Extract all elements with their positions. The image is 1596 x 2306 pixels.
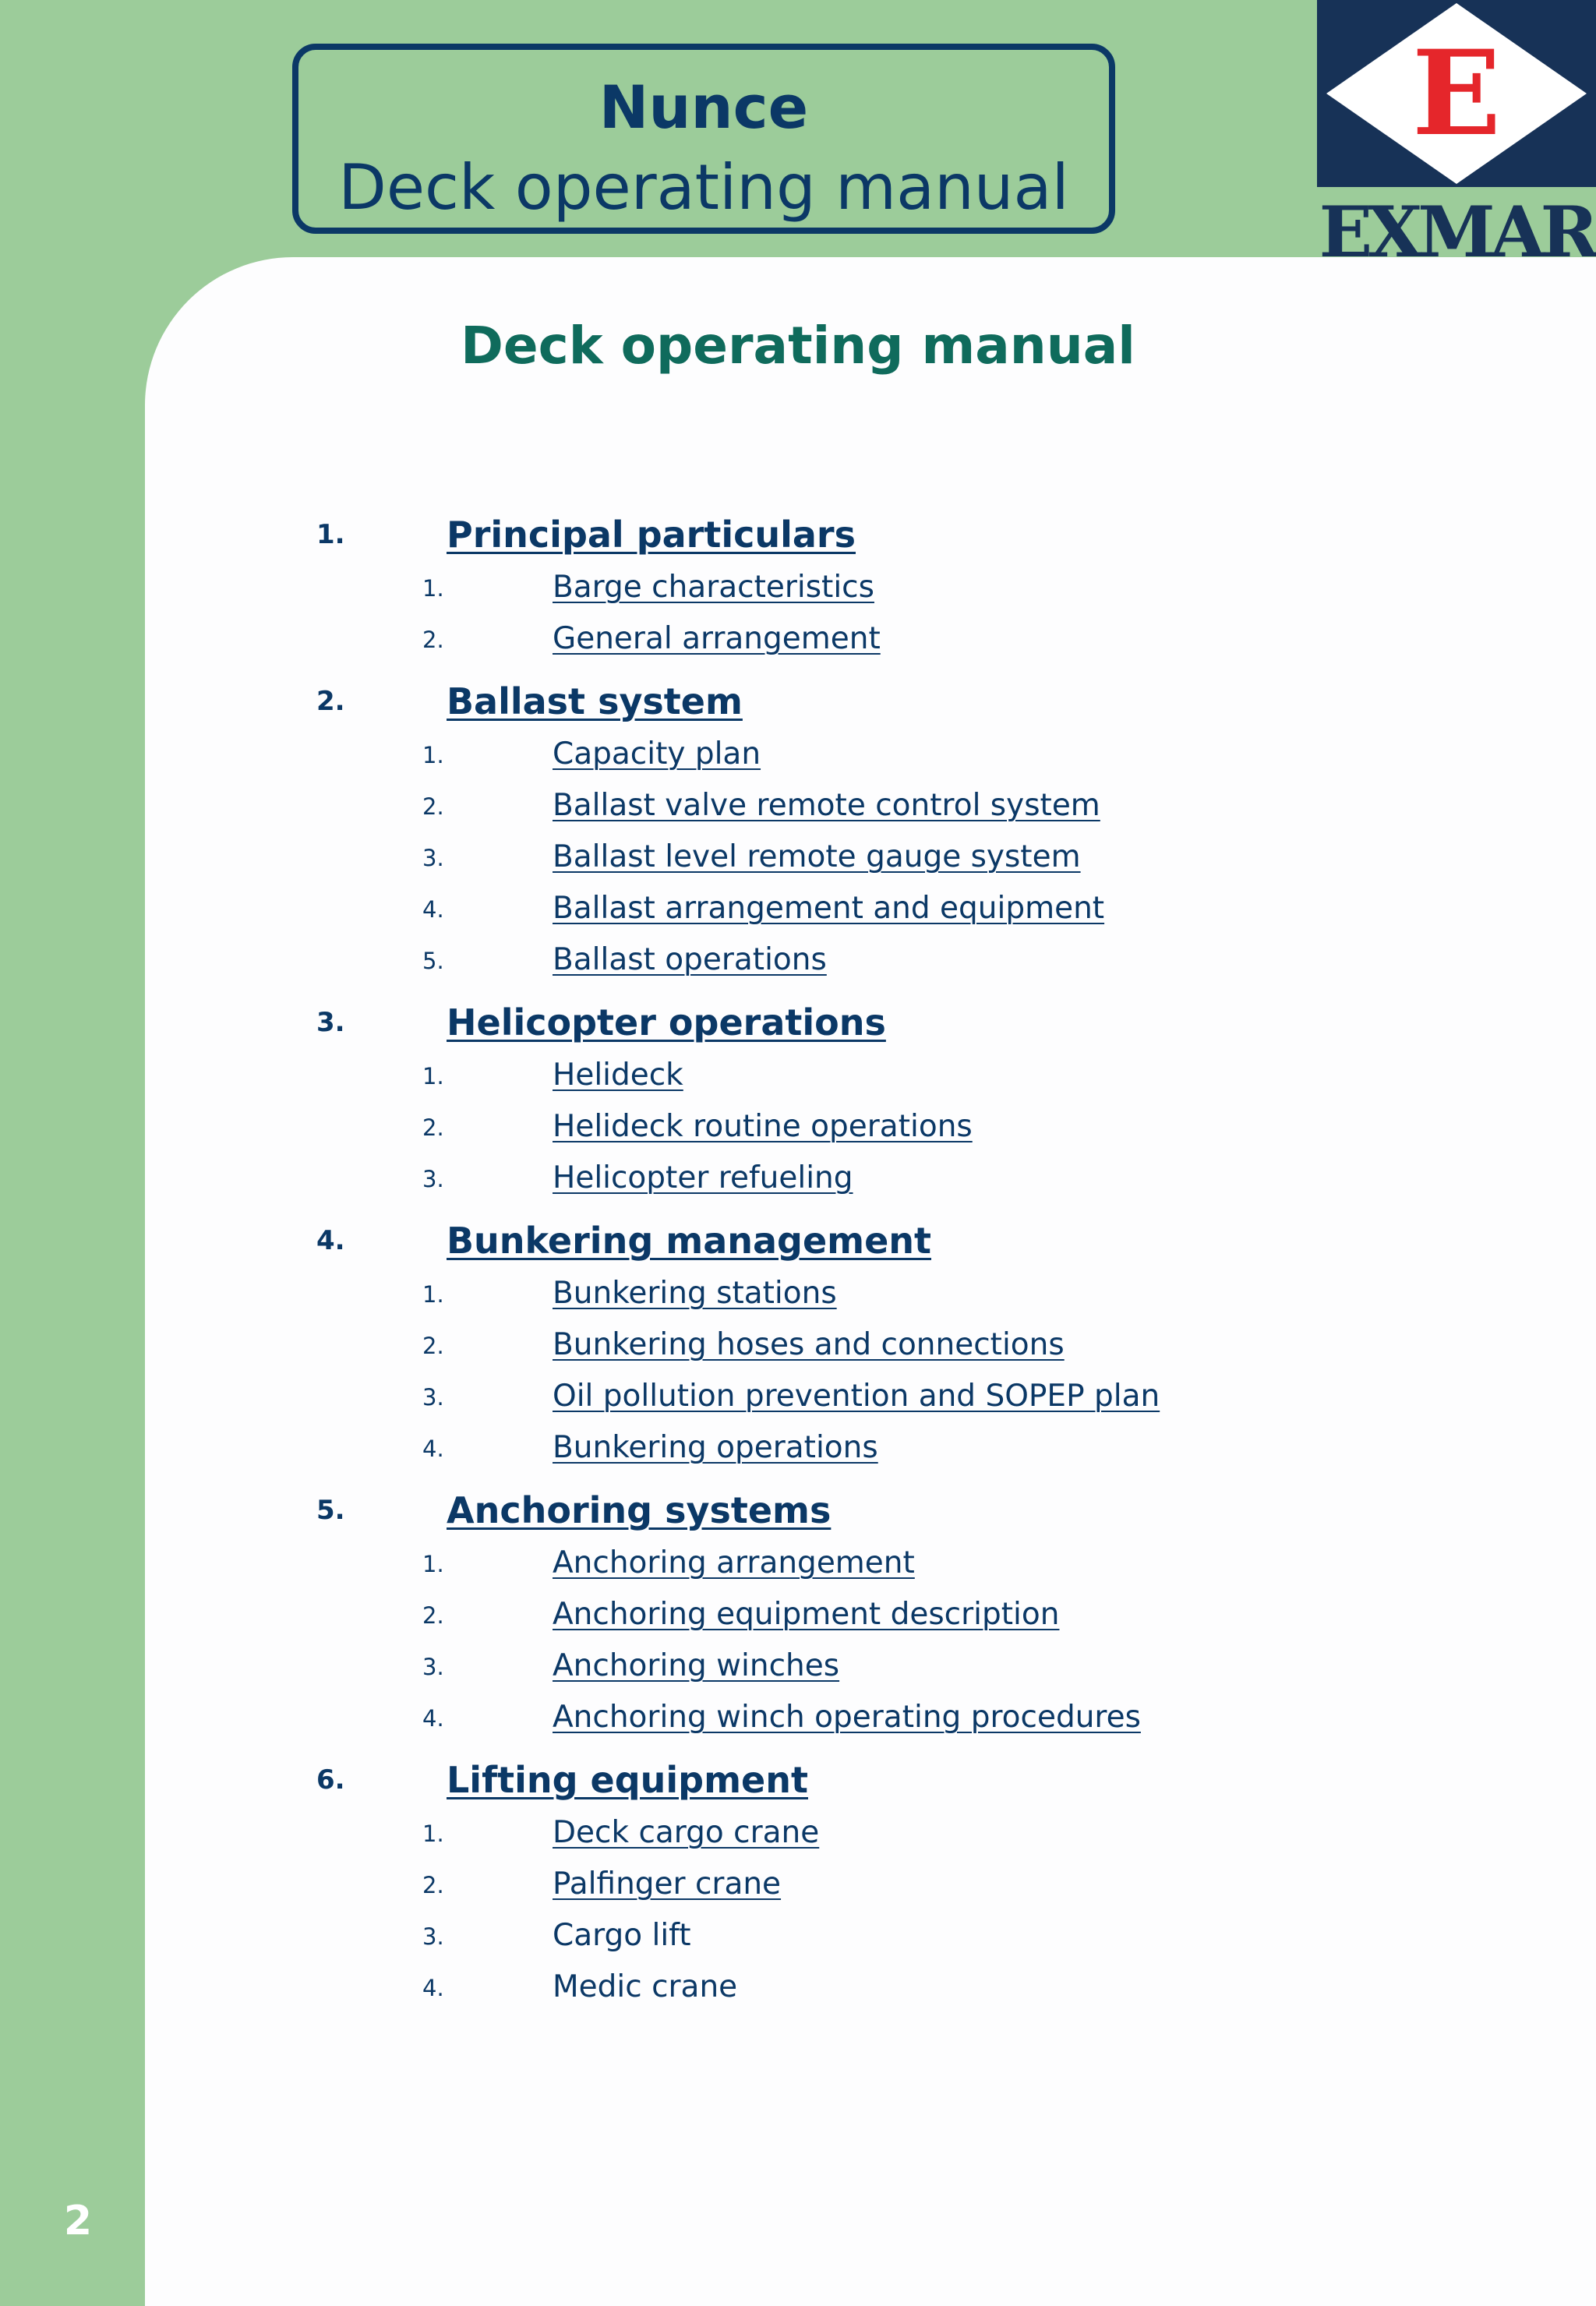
- toc-link[interactable]: Anchoring winch operating procedures: [553, 1700, 1141, 1735]
- toc-link[interactable]: Anchoring arrangement: [553, 1545, 915, 1580]
- page-number: 2: [63, 2198, 93, 2244]
- toc-number: 1.: [422, 1820, 444, 1847]
- toc-link[interactable]: Bunkering management: [447, 1220, 932, 1262]
- toc-number: 3.: [422, 1384, 444, 1411]
- toc-link[interactable]: Anchoring systems: [447, 1489, 832, 1531]
- toc-link[interactable]: Ballast valve remote control system: [553, 788, 1100, 823]
- toc-link[interactable]: Deck cargo crane: [553, 1815, 820, 1850]
- toc-link[interactable]: Bunkering operations: [553, 1430, 878, 1465]
- toc-number: 5.: [422, 948, 444, 974]
- toc-link[interactable]: Helideck routine operations: [553, 1109, 973, 1144]
- toc-number: 1.: [422, 575, 444, 602]
- toc-number: 3.: [422, 1923, 444, 1950]
- toc-number: 1.: [316, 519, 345, 550]
- toc-link[interactable]: Palfinger crane: [553, 1866, 782, 1902]
- toc-number: 6.: [316, 1764, 345, 1796]
- toc-number: 3.: [422, 845, 444, 871]
- toc-number: 3.: [422, 1166, 444, 1192]
- toc-link[interactable]: Anchoring equipment description: [553, 1597, 1060, 1632]
- toc-link[interactable]: Bunkering hoses and connections: [553, 1327, 1065, 1362]
- toc-number: 4.: [422, 1705, 444, 1732]
- toc-number: 3.: [422, 1654, 444, 1680]
- toc-number: 1.: [422, 742, 444, 768]
- toc-link[interactable]: Barge characteristics: [553, 570, 874, 605]
- toc-number: 2.: [422, 793, 444, 820]
- toc-number: 2.: [422, 1114, 444, 1141]
- toc-link[interactable]: Bunkering stations: [553, 1276, 837, 1311]
- toc-link[interactable]: Ballast system: [447, 680, 743, 722]
- logo-letter: E: [1411, 25, 1502, 162]
- toc-link[interactable]: Lifting equipment: [447, 1759, 808, 1801]
- toc-label: Medic crane: [553, 1969, 738, 2004]
- toc-number: 5.: [316, 1495, 345, 1526]
- toc-number: 2.: [422, 1602, 444, 1629]
- toc-number: 4.: [422, 1975, 444, 2001]
- toc-link[interactable]: Oil pollution prevention and SOPEP plan: [553, 1379, 1160, 1414]
- toc-link[interactable]: Capacity plan: [553, 736, 761, 772]
- toc-number: 1.: [422, 1063, 444, 1089]
- document-heading: Deck operating manual: [461, 316, 1135, 376]
- toc-link[interactable]: General arrangement: [553, 621, 881, 656]
- toc-link[interactable]: Anchoring winches: [553, 1648, 840, 1683]
- toc-link[interactable]: Helicopter operations: [447, 1001, 886, 1044]
- toc-number: 1.: [422, 1281, 444, 1308]
- toc-number: 3.: [316, 1007, 345, 1038]
- toc-label: Cargo lift: [553, 1918, 691, 1953]
- toc-number: 2.: [422, 627, 444, 653]
- toc-number: 2.: [316, 686, 345, 717]
- toc-number: 2.: [422, 1333, 444, 1359]
- toc-link[interactable]: Ballast arrangement and equipment: [553, 891, 1105, 926]
- toc-number: 1.: [422, 1551, 444, 1577]
- logo-brand: EXMAR: [1319, 191, 1594, 274]
- toc-link[interactable]: Helicopter refueling: [553, 1160, 853, 1195]
- toc-link[interactable]: Helideck: [553, 1058, 683, 1093]
- toc-link[interactable]: Ballast operations: [553, 942, 827, 977]
- toc-link[interactable]: Ballast level remote gauge system: [553, 839, 1081, 874]
- toc-number: 4.: [422, 896, 444, 923]
- toc-number: 4.: [422, 1436, 444, 1462]
- toc-number: 4.: [316, 1225, 345, 1256]
- vessel-name: Nunce: [598, 72, 809, 142]
- toc-link[interactable]: Principal particulars: [447, 514, 856, 556]
- manual-title: Deck operating manual: [338, 151, 1069, 224]
- toc-number: 2.: [422, 1872, 444, 1898]
